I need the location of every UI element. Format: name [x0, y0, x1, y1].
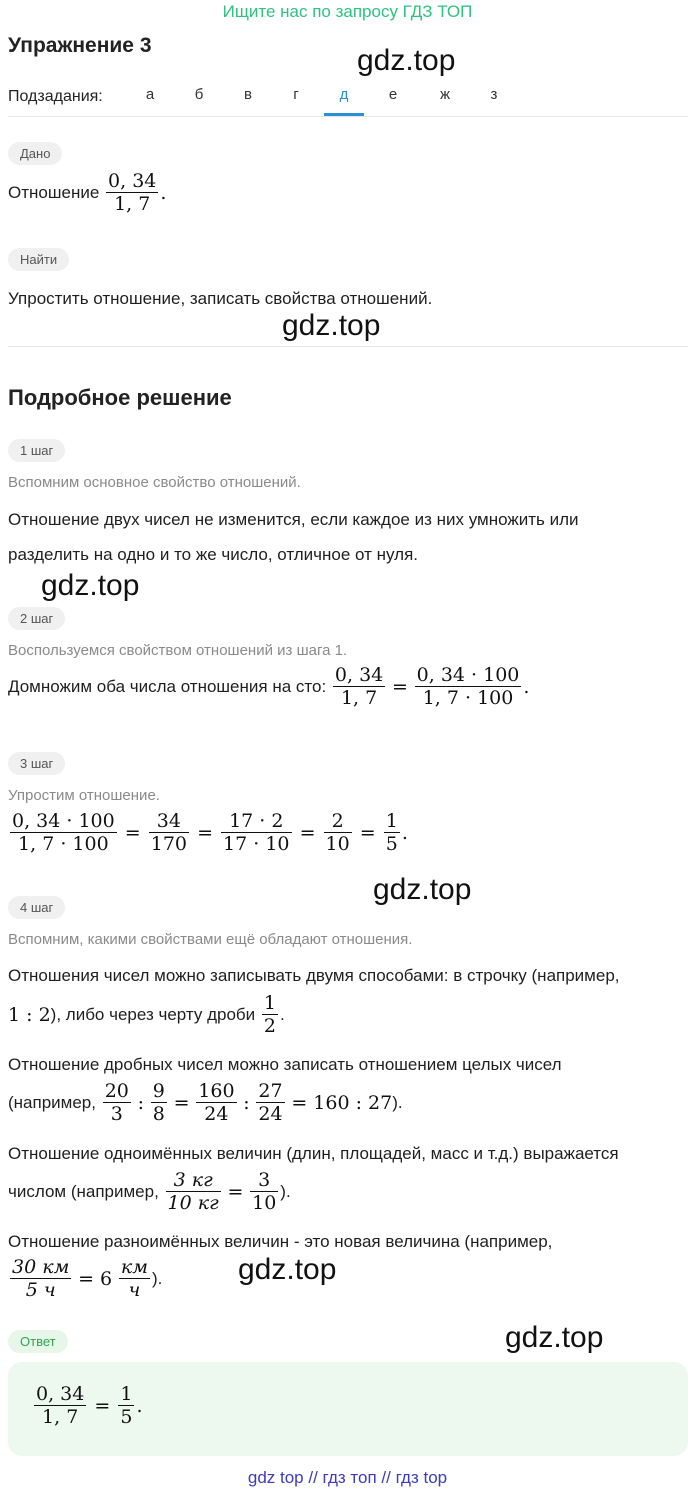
fraction: $\frac{17 \cdot 2}{17 \cdot 10}$: [223, 810, 290, 855]
tab-d[interactable]: д: [324, 86, 364, 116]
fraction: $\frac{20}{3}$: [104, 1080, 129, 1125]
top-banner[interactable]: Ищите нас по запросу ГДЗ ТОП: [222, 2, 473, 21]
step1-line2: разделить на одно и то же число, отличное от нуля.: [8, 545, 419, 564]
watermark: gdz.top: [41, 569, 140, 602]
fraction: $\frac{30 км}{5 ч}$: [12, 1256, 70, 1301]
footer-link[interactable]: гдз top: [395, 1468, 448, 1487]
page-title: Упражнение 3: [8, 34, 152, 57]
step4-p1-line1: Отношения чисел можно записывать двумя способами: в строчку (например,: [8, 966, 620, 985]
tab-g[interactable]: г: [293, 86, 299, 103]
divider: [8, 346, 688, 347]
tab-b[interactable]: б: [194, 86, 204, 103]
given-label: Отношение: [8, 182, 100, 202]
watermark: gdz.top: [238, 1253, 337, 1286]
find-text: Упростить отношение, записать свойства отношений.: [8, 289, 433, 308]
step3-formula: $\frac{0, 34 \cdot 100}{1, 7 \cdot 100}$ = $\frac{34}{170}$ = $\frac{17 \cdot 2}{17 \cdot 10}$ = $\frac{2}{10}$ = $\frac{1}{5}$ .: [12, 810, 408, 855]
step2-formula: Домножим оба числа отношения на сто: $\frac{0, 34}{1, 7}$ = $\frac{0, 34 \cdot 100}{1, 7 \cdot 100}$ .: [8, 664, 530, 709]
watermark: gdz.top: [282, 309, 381, 342]
tab-v[interactable]: в: [244, 86, 252, 103]
tab-e[interactable]: е: [388, 86, 398, 103]
answer-pill: Ответ: [8, 1330, 68, 1353]
step4-p4-line2: $\frac{30 км}{5 ч}$ = 6 $\frac{км}{ч}$ ).: [12, 1256, 163, 1301]
given-pill: Дано: [8, 142, 62, 165]
fraction: $\frac{3}{10}$: [252, 1169, 277, 1214]
tab-zh[interactable]: ж: [439, 86, 451, 103]
fraction: $\frac{0, 34}{1, 7}$: [36, 1383, 85, 1428]
subtasks-tabs: [8, 86, 688, 117]
fraction: $\frac{27}{24}$: [258, 1080, 283, 1125]
find-pill: Найти: [8, 248, 69, 271]
step2-hint: Воспользуемся свойством отношений из шага 1.: [8, 642, 348, 659]
fraction: $\frac{3 кг}{10 кг}$: [167, 1169, 219, 1214]
fraction: $\frac{34}{170}$: [150, 810, 188, 855]
fraction: $\frac{км}{ч}$: [120, 1256, 148, 1301]
step2-pill: 2 шаг: [8, 607, 65, 630]
step4-p1-line2: 1 : 2), либо через черту дроби $\frac{1}{2}$ .: [8, 992, 285, 1037]
tab-a[interactable]: а: [145, 86, 155, 103]
step2-text: Домножим оба числа отношения на сто:: [8, 676, 327, 696]
step3-pill: 3 шаг: [8, 752, 65, 775]
footer-links: [0, 1468, 695, 1488]
watermark: gdz.top: [373, 873, 472, 906]
step4-p3-line2: числом (например, $\frac{3 кг}{10 кг}$ = $\frac{3}{10}$ ).: [8, 1169, 291, 1214]
step4-pill: 4 шаг: [8, 896, 65, 919]
fraction: $\frac{0, 34 \cdot 100}{1, 7 \cdot 100}$: [12, 810, 115, 855]
footer-separator: //: [308, 1468, 318, 1487]
subtasks-label: Подзадания:: [8, 88, 103, 105]
step1-hint: Вспомним основное свойство отношений.: [8, 474, 301, 491]
step4-hint: Вспомним, какими свойствами ещё обладают отношения.: [8, 931, 413, 948]
step4-p4-line1: Отношение разноимённых величин - это новая величина (например,: [8, 1232, 553, 1251]
watermark: gdz.top: [357, 44, 456, 77]
given-text: Отношение $\frac{0, 34}{1, 7}$ .: [8, 170, 167, 215]
solution-heading: Подробное решение: [8, 385, 232, 410]
fraction: $\frac{2}{10}$: [325, 810, 350, 855]
footer-link[interactable]: гдз топ: [322, 1468, 377, 1487]
fraction: $\frac{1}{2}$: [263, 992, 276, 1037]
watermark: gdz.top: [505, 1321, 604, 1354]
step3-hint: Упростим отношение.: [8, 787, 160, 804]
given-fraction: $\frac{0, 34}{1, 7}$: [108, 170, 157, 215]
footer-link[interactable]: gdz top: [247, 1468, 304, 1487]
fraction: $\frac{1}{5}$: [385, 810, 398, 855]
step1-line1: Отношение двух чисел не изменится, если каждое из них умножить или: [8, 510, 579, 529]
step4-p3-line1: Отношение одноимённых величин (длин, площадей, масс и т.д.) выражается: [8, 1144, 619, 1163]
step4-p2-line1: Отношение дробных чисел можно записать отношением целых чисел: [8, 1055, 562, 1074]
footer-separator: //: [381, 1468, 391, 1487]
step4-p2-line2: (например, $\frac{20}{3}$ : $\frac{9}{8}$ = $\frac{160}{24}$ : $\frac{27}{24}$ = 160 : 27).: [8, 1080, 403, 1125]
answer-formula: $\frac{0, 34}{1, 7}$ = $\frac{1}{5}$ .: [36, 1383, 143, 1428]
step1-pill: 1 шаг: [8, 439, 65, 462]
fraction: $\frac{0, 34}{1, 7}$: [334, 664, 384, 709]
fraction: $\frac{1}{5}$: [120, 1383, 133, 1428]
tab-z[interactable]: з: [490, 86, 498, 103]
fraction: $\frac{0, 34 \cdot 100}{1, 7 \cdot 100}$: [416, 664, 520, 709]
fraction: $\frac{9}{8}$: [152, 1080, 165, 1125]
fraction: $\frac{160}{24}$: [198, 1080, 235, 1125]
